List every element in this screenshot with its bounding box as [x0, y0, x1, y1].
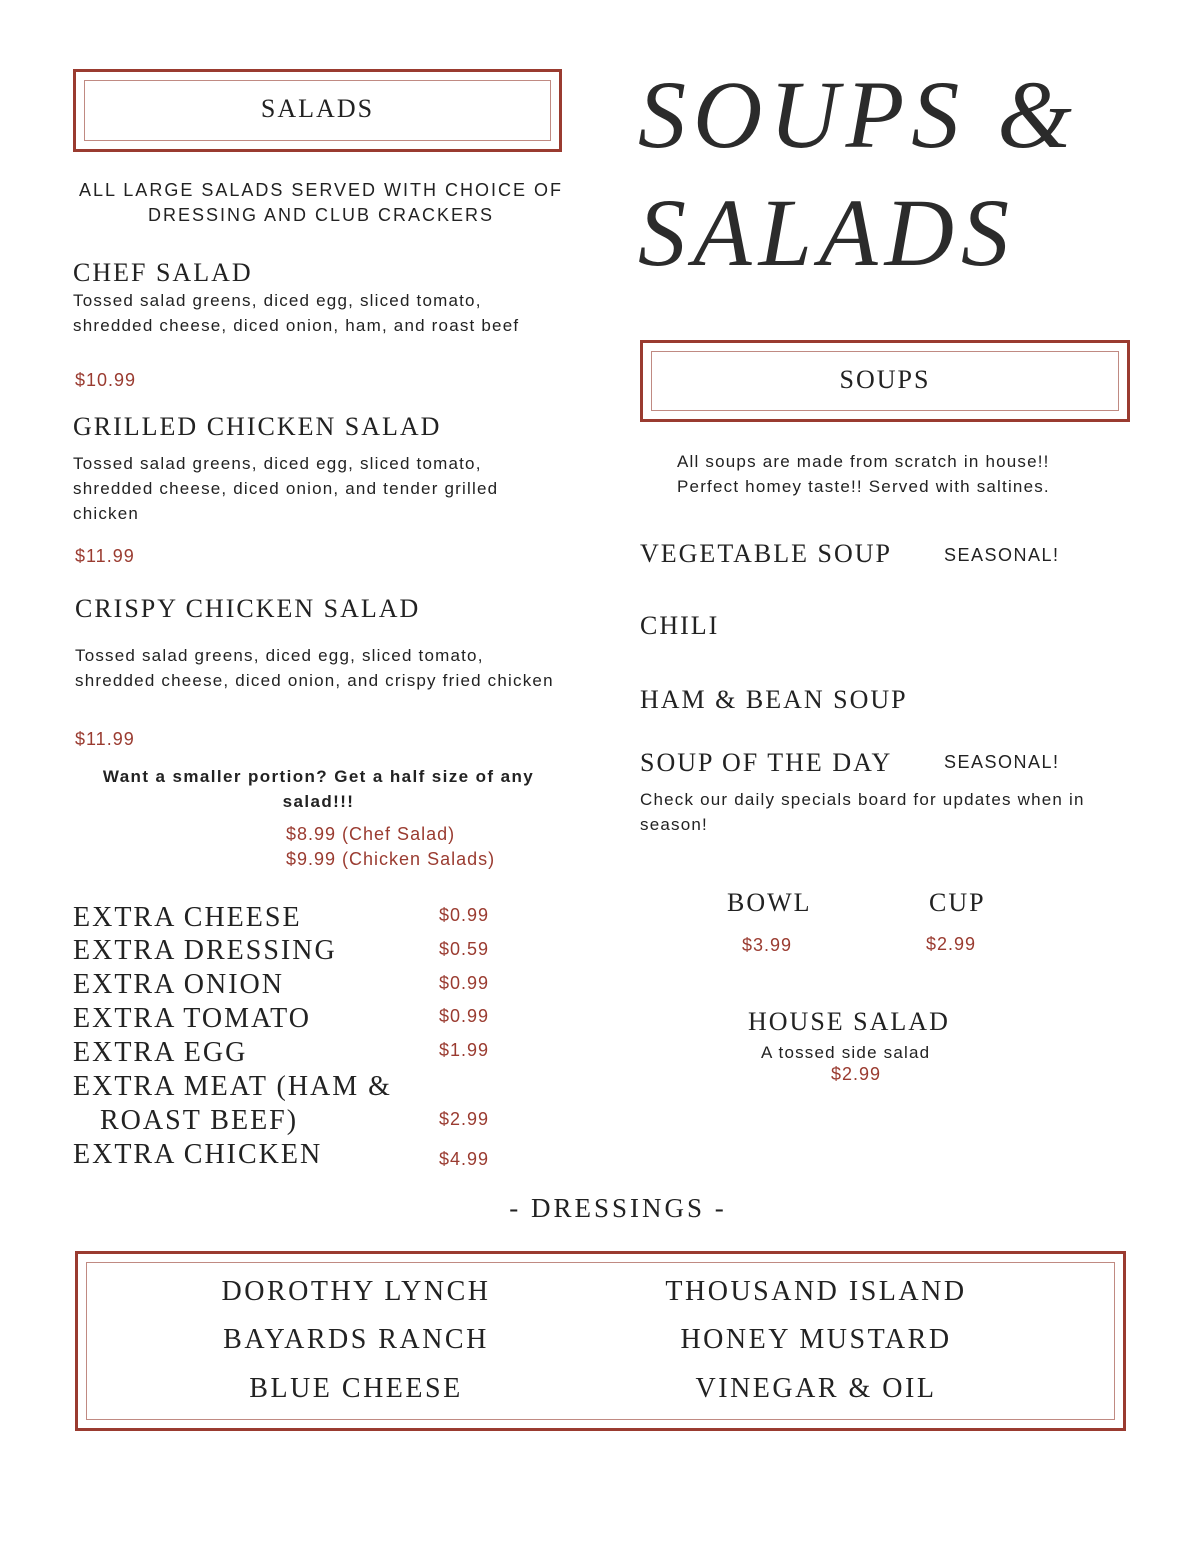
house-salad-price: $2.99 — [831, 1064, 882, 1084]
extra-meat-price: $2.99 — [439, 1109, 490, 1129]
extra-meat-name-line1: EXTRA MEAT (HAM & — [73, 1071, 392, 1102]
extra-dressing-price: $0.59 — [439, 939, 490, 959]
grilled-chicken-salad-description: Tossed salad greens, diced egg, sliced tomato, shredded cheese, diced onion, and tender grilled chicken — [73, 454, 499, 523]
dressings-heading: - DRESSINGS - — [509, 1193, 727, 1223]
page-title-line2: SALADS — [638, 179, 1016, 286]
half-price-chef: $8.99 (Chef Salad) — [286, 824, 456, 844]
house-salad-name: HOUSE SALAD — [748, 1007, 950, 1036]
dressing-vinegar-oil: VINEGAR & OIL — [695, 1373, 937, 1404]
chili-name: CHILI — [640, 611, 720, 640]
cup-label: CUP — [929, 888, 986, 917]
half-price-chicken: $9.99 (Chicken Salads) — [286, 849, 496, 869]
page-title-line1: SOUPS & — [638, 61, 1079, 168]
salads-heading: SALADS — [260, 94, 375, 123]
salads-note: ALL LARGE SALADS SERVED WITH CHOICE OF DRESSING AND CLUB CRACKERS — [78, 180, 564, 225]
extra-onion-name: EXTRA ONION — [73, 969, 284, 1000]
grilled-chicken-salad-price: $11.99 — [75, 546, 135, 566]
extra-chicken-price: $4.99 — [439, 1149, 490, 1169]
ham-bean-soup-name: HAM & BEAN SOUP — [640, 685, 908, 714]
extra-meat-name-line2: ROAST BEEF) — [100, 1105, 299, 1136]
extra-onion-price: $0.99 — [439, 973, 490, 993]
bowl-label: BOWL — [727, 888, 812, 917]
soup-of-the-day-name: SOUP OF THE DAY — [640, 748, 893, 777]
soups-heading: SOUPS — [839, 365, 931, 394]
extra-egg-price: $1.99 — [439, 1040, 490, 1060]
soups-note-line2: Perfect homey taste!! Served with saltines. — [677, 477, 1050, 496]
cup-price: $2.99 — [926, 934, 977, 954]
soups-note-line1: All soups are made from scratch in house!! — [677, 452, 1050, 471]
vegetable-soup-tag: SEASONAL! — [944, 545, 1060, 565]
crispy-chicken-salad-price: $11.99 — [75, 729, 135, 749]
extra-dressing-name: EXTRA DRESSING — [73, 935, 337, 966]
crispy-chicken-salad-name: CRISPY CHICKEN SALAD — [75, 594, 421, 623]
soup-of-the-day-description: Check our daily specials board for updates when in season! — [640, 790, 1085, 834]
extra-tomato-price: $0.99 — [439, 1006, 490, 1026]
chef-salad-price: $10.99 — [75, 370, 137, 390]
dressing-dorothy-lynch: DOROTHY LYNCH — [221, 1276, 491, 1307]
house-salad-description: A tossed side salad — [761, 1043, 931, 1062]
chef-salad-description: Tossed salad greens, diced egg, sliced tomato, shredded cheese, diced onion, ham, and roast beef — [73, 291, 520, 335]
dressing-blue-cheese: BLUE CHEESE — [249, 1373, 463, 1404]
salads-header-frame — [73, 69, 562, 152]
soup-of-the-day-tag: SEASONAL! — [944, 752, 1060, 772]
chef-salad-name: CHEF SALAD — [73, 258, 253, 287]
extra-tomato-name: EXTRA TOMATO — [73, 1003, 311, 1034]
extra-chicken-name: EXTRA CHICKEN — [73, 1139, 323, 1170]
half-size-note: Want a smaller portion? Get a half size of any salad!!! — [102, 767, 535, 811]
bowl-price: $3.99 — [742, 935, 793, 955]
extra-egg-name: EXTRA EGG — [73, 1037, 248, 1068]
extra-cheese-name: EXTRA CHEESE — [73, 902, 302, 933]
dressing-bayards-ranch: BAYARDS RANCH — [223, 1324, 489, 1355]
dressing-thousand-island: THOUSAND ISLAND — [665, 1276, 967, 1307]
crispy-chicken-salad-description: Tossed salad greens, diced egg, sliced tomato, shredded cheese, diced onion, and crispy fried chicken — [75, 646, 554, 690]
soups-header-frame — [640, 340, 1130, 422]
grilled-chicken-salad-name: GRILLED CHICKEN SALAD — [73, 412, 442, 441]
dressing-honey-mustard: HONEY MUSTARD — [680, 1324, 952, 1355]
extra-cheese-price: $0.99 — [439, 905, 490, 925]
vegetable-soup-name: VEGETABLE SOUP — [640, 539, 892, 568]
